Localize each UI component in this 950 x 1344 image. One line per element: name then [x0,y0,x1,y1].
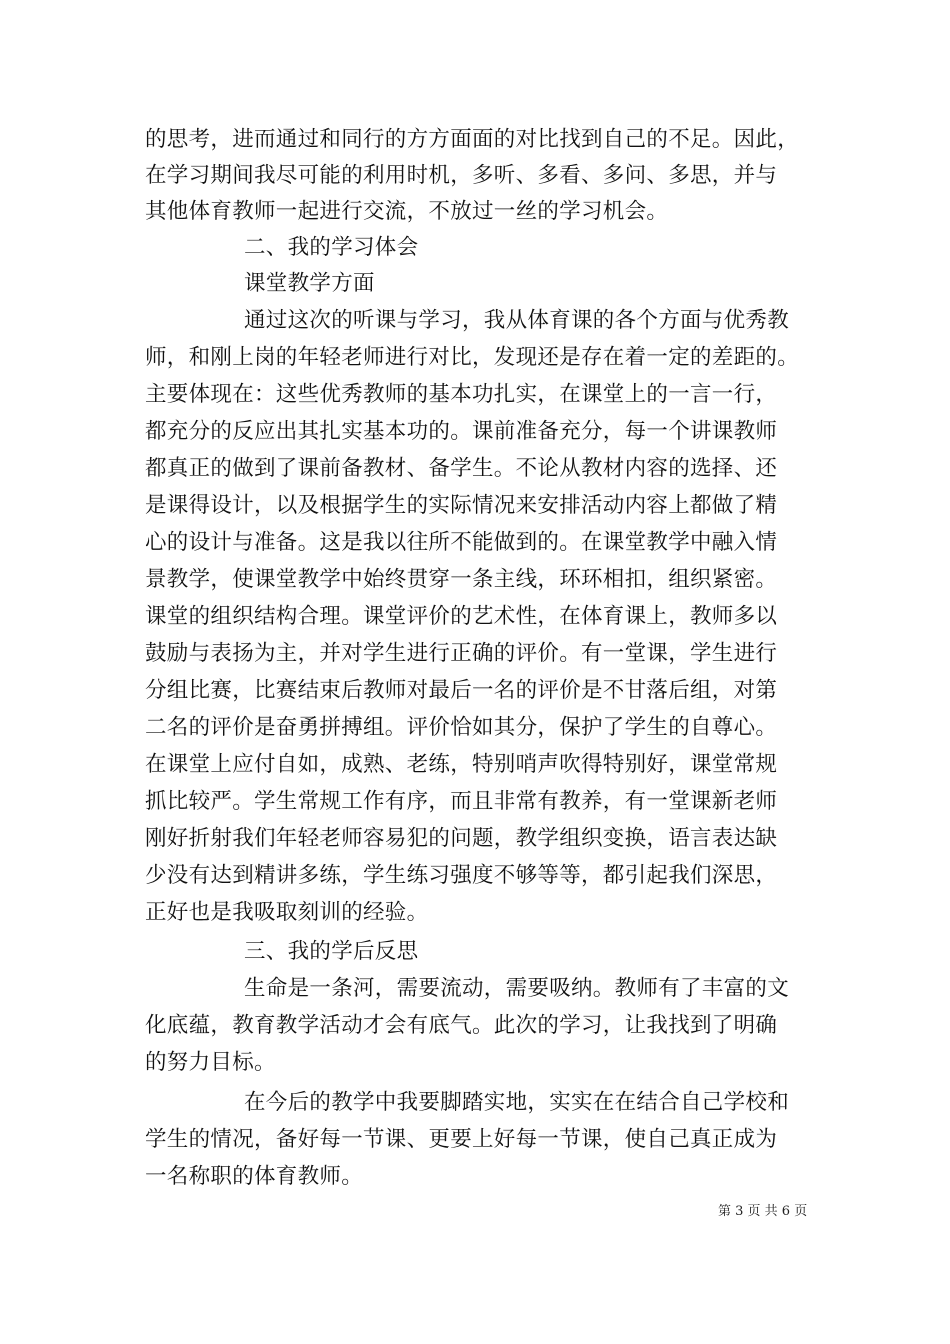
text-line: 都真正的做到了课前备教材、备学生。不论从教材内容的选择、还 [145,456,778,481]
text-line: 是课得设计，以及根据学生的实际情况来安排活动内容上都做了精 [145,493,778,518]
text-line: 其他体育教师一起进行交流，不放过一丝的学习机会。 [145,199,669,224]
text-line: 一名称职的体育教师。 [145,1164,364,1189]
text-line: 在课堂上应付自如，成熟、老练，特别哨声吹得特别好，课堂常规 [145,752,778,777]
text-line: 师，和刚上岗的年轻老师进行对比，发现还是存在着一定的差距的。 [145,345,800,370]
text-line: 通过这次的听课与学习，我从体育课的各个方面与优秀教 [244,308,790,333]
text-line: 的努力目标。 [145,1050,276,1075]
text-line: 抓比较严。学生常规工作有序，而且非常有教养，有一堂课新老师 [145,789,778,814]
text-line: 鼓励与表扬为主，并对学生进行正确的评价。有一堂课，学生进行 [145,641,778,666]
text-line: 分组比赛，比赛结束后教师对最后一名的评价是不甘落后组，对第 [145,678,778,703]
section-heading: 三、我的学后反思 [244,939,419,964]
page-number: 第 3 页 共 6 页 [718,1204,808,1219]
text-line: 化底蕴，教育教学活动才会有底气。此次的学习，让我找到了明确 [145,1013,778,1038]
text-line: 二名的评价是奋勇拼搏组。评价恰如其分，保护了学生的自尊心。 [145,715,778,740]
text-line: 正好也是我吸取刻训的经验。 [145,900,429,925]
text-line: 都充分的反应出其扎实基本功的。课前准备充分，每一个讲课教师 [145,419,778,444]
text-line: 景教学，使课堂教学中始终贯穿一条主线，环环相扣，组织紧密。 [145,567,778,592]
text-line: 学生的情况，备好每一节课、更要上好每一节课，使自己真正成为 [145,1127,778,1152]
text-line: 在今后的教学中我要脚踏实地，实实在在结合自己学校和 [244,1090,790,1115]
text-line: 主要体现在：这些优秀教师的基本功扎实，在课堂上的一言一行， [145,382,778,407]
section-heading: 二、我的学习体会 [244,235,419,260]
text-line: 的思考，进而通过和同行的方方面面的对比找到自己的不足。因此， [145,127,800,152]
text-line: 心的设计与准备。这是我以往所不能做到的。在课堂教学中融入情 [145,530,778,555]
subsection-heading: 课堂教学方面 [244,271,375,296]
text-line: 生命是一条河，需要流动，需要吸纳。教师有了丰富的文 [244,976,790,1001]
text-line: 刚好折射我们年轻老师容易犯的问题，教学组织变换，语言表达缺 [145,826,778,851]
text-line: 少没有达到精讲多练，学生练习强度不够等等，都引起我们深思， [145,863,778,888]
text-line: 在学习期间我尽可能的利用时机，多听、多看、多问、多思，并与 [145,163,778,188]
text-line: 课堂的组织结构合理。课堂评价的艺术性，在体育课上，教师多以 [145,604,778,629]
